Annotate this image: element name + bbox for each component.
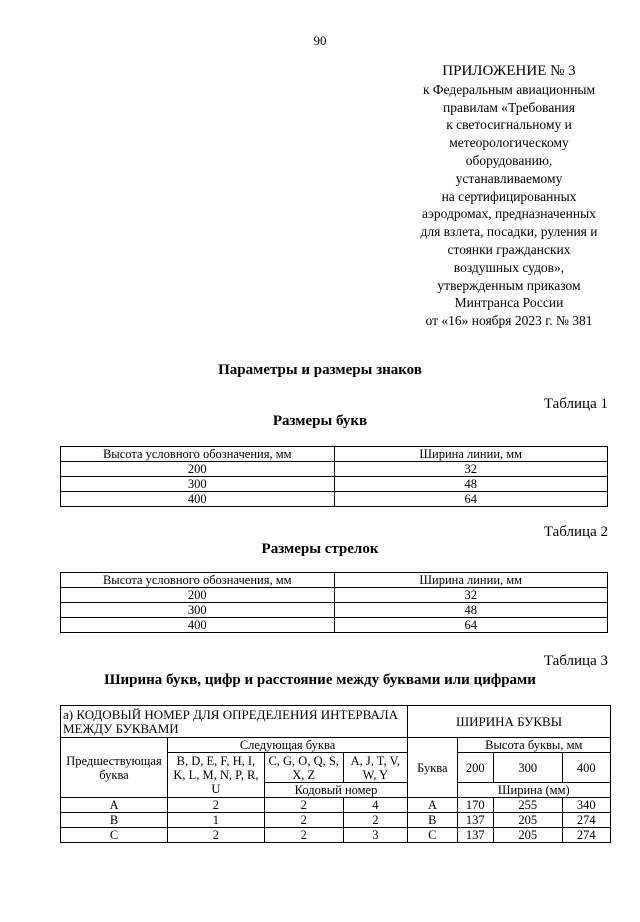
appendix-line: устанавливаемому: [455, 170, 563, 186]
table-row: [61, 828, 611, 843]
table-cell: 2: [343, 813, 408, 828]
appendix-line: Минтранса России: [454, 295, 564, 311]
appendix-line: воздушных судов»,: [453, 259, 565, 275]
width-mm-header: Ширина (мм): [457, 783, 610, 798]
appendix-line: стоянки гражданских: [447, 241, 571, 257]
table-cell: 137: [457, 813, 493, 828]
table2-header-width: Ширина линии, мм: [334, 573, 608, 588]
table-cell: C: [408, 828, 457, 843]
table-cell: C: [61, 828, 168, 843]
appendix-line: на сертифицированных: [441, 188, 577, 204]
table-cell: 274: [562, 828, 611, 843]
table-cell: 400: [61, 492, 335, 507]
table-cell: 274: [562, 813, 611, 828]
table-cell: 200: [61, 588, 335, 603]
preceding-letter-header: Предшествующая буква: [61, 738, 168, 798]
table2: [60, 572, 608, 633]
appendix-line: к светосигнальному и: [446, 117, 572, 133]
appendix-line: утвержденным приказом: [437, 277, 581, 293]
letter-group-3: A, J, T, V, W, Y: [343, 753, 408, 783]
table3: [60, 705, 611, 843]
table-cell: 255: [493, 798, 562, 813]
table1: [60, 446, 608, 507]
table3-label: Таблица 3: [543, 653, 608, 669]
table-cell: 137: [457, 828, 493, 843]
table1-header-width: Ширина линии, мм: [334, 447, 608, 462]
table-cell: A: [61, 798, 168, 813]
page-number: 90: [313, 33, 327, 48]
table-row: [61, 462, 608, 477]
appendix-line: правилам «Требования: [443, 99, 575, 115]
table-cell: 4: [343, 798, 408, 813]
table-cell: 300: [61, 603, 335, 618]
table-cell: 3: [343, 828, 408, 843]
table-cell: 170: [457, 798, 493, 813]
table-cell: 64: [334, 618, 608, 633]
letter-group-2: C, G, O, Q, S, X, Z: [264, 753, 343, 783]
table-row: [61, 813, 611, 828]
table-row: [61, 798, 611, 813]
table2-label: Таблица 2: [543, 524, 608, 540]
table3-left-title: а) КОДОВЫЙ НОМЕР ДЛЯ ОПРЕДЕЛЕНИЯ ИНТЕРВАЛА МЕЖДУ БУКВАМИ: [61, 706, 408, 738]
table-row: [61, 477, 608, 492]
table-cell: 340: [562, 798, 611, 813]
table-row: [61, 492, 608, 507]
table-cell: B: [61, 813, 168, 828]
next-letter-header: Следующая буква: [167, 738, 407, 753]
table-cell: 205: [493, 828, 562, 843]
appendix-line: метеорологическому: [449, 135, 569, 151]
table2-title: Размеры стрелок: [261, 541, 379, 557]
table-cell: 205: [493, 813, 562, 828]
appendix-block: [396, 63, 622, 330]
table-cell: 2: [167, 798, 264, 813]
height-400: 400: [562, 753, 611, 783]
table-cell: 300: [61, 477, 335, 492]
table-cell: 200: [61, 462, 335, 477]
table-cell: 48: [334, 477, 608, 492]
height-200: 200: [457, 753, 493, 783]
letter-group-1: B, D, E, F, H, I, K, L, M, N, P, R, U: [167, 753, 264, 798]
appendix-line: к Федеральным авиационным: [422, 81, 596, 97]
table-cell: 2: [264, 798, 343, 813]
table1-header-height: Высота условного обозначения, мм: [61, 447, 335, 462]
table-cell: B: [408, 813, 457, 828]
code-number-header: Кодовый номер: [264, 783, 407, 798]
appendix-line: аэродромах, предназначенных: [422, 206, 596, 222]
letter-height-header: Высота буквы, мм: [457, 738, 610, 753]
table-row: [61, 588, 608, 603]
table-cell: 32: [334, 462, 608, 477]
table1-title: Размеры букв: [272, 413, 368, 429]
table-cell: 1: [167, 813, 264, 828]
table-cell: 32: [334, 588, 608, 603]
appendix-line: оборудованию,: [465, 152, 553, 168]
table-cell: 64: [334, 492, 608, 507]
letter-header: Буква: [408, 738, 457, 798]
appendix-title: ПРИЛОЖЕНИЕ № 3: [442, 63, 576, 79]
table-cell: 48: [334, 603, 608, 618]
table-cell: 2: [264, 828, 343, 843]
appendix-line: от «16» ноября 2023 г. № 381: [425, 313, 593, 329]
table3-title: Ширина букв, цифр и расстояние между буквами или цифрами: [104, 672, 536, 688]
table2-header-height: Высота условного обозначения, мм: [61, 573, 335, 588]
table-cell: A: [408, 798, 457, 813]
height-300: 300: [493, 753, 562, 783]
table-row: [61, 618, 608, 633]
table3-right-title: ШИРИНА БУКВЫ: [408, 706, 611, 738]
table1-label: Таблица 1: [543, 396, 608, 412]
table-cell: 2: [167, 828, 264, 843]
table-cell: 400: [61, 618, 335, 633]
table-row: [61, 603, 608, 618]
table-cell: 2: [264, 813, 343, 828]
appendix-line: для взлета, посадки, руления и: [420, 224, 598, 240]
section-title: Параметры и размеры знаков: [218, 362, 422, 378]
